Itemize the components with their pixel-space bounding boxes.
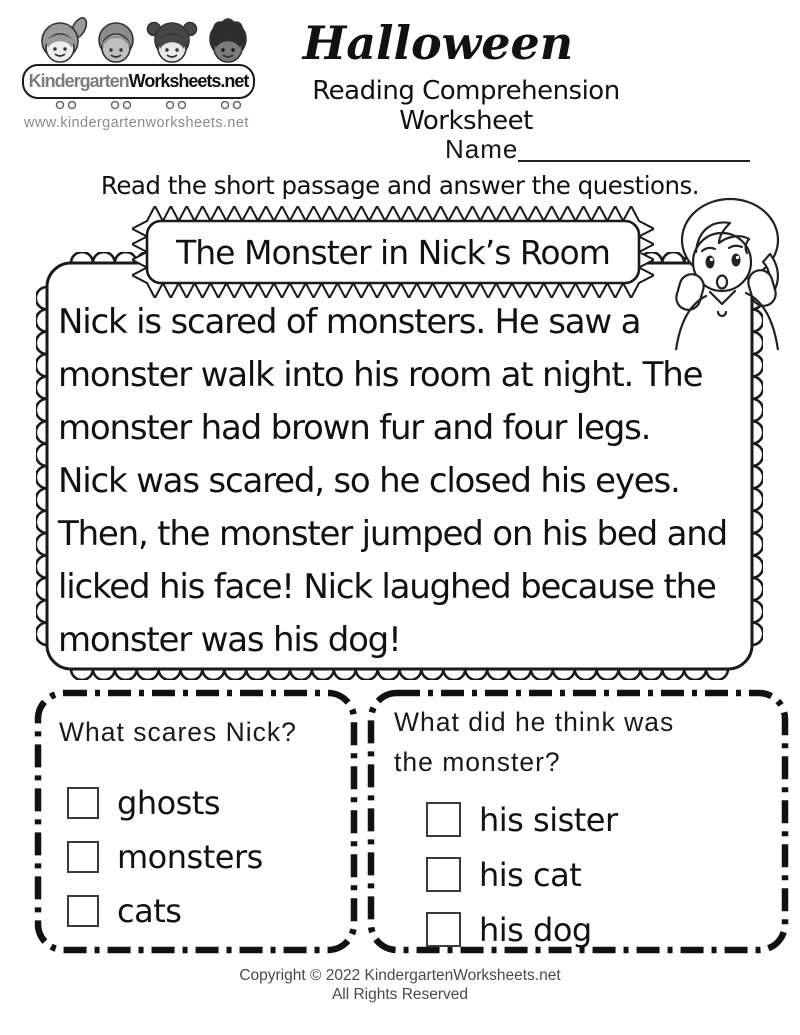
passage-line: monster had brown fur and four legs. <box>58 408 651 448</box>
question-box-1 <box>33 688 359 955</box>
logo-brand-second: Worksheets.net <box>128 71 249 91</box>
question-1-options <box>67 776 263 938</box>
passage-title: The Monster in Nick’s Room <box>176 232 610 272</box>
website-url: www.kindergartenworksheets.net <box>24 115 249 131</box>
kids-heads-icon <box>32 12 248 68</box>
checkbox[interactable] <box>67 841 99 873</box>
passage-line: Nick is scared of monsters. He saw a <box>58 302 641 342</box>
option-row <box>67 830 263 884</box>
question-1-prompt: What scares Nick? <box>59 717 297 747</box>
passage-line: Then, the monster jumped on his bed and <box>58 514 727 554</box>
option-row <box>426 847 618 902</box>
passage-line: monster walk into his room at night. The <box>58 355 703 395</box>
checkbox[interactable] <box>426 857 461 892</box>
option-label: his cat <box>479 855 582 894</box>
page-subtitle: Reading Comprehension Worksheet <box>312 76 620 136</box>
option-label: cats <box>117 892 182 930</box>
kids-feet-icon <box>22 101 256 113</box>
rights-text: All Rights Reserved <box>331 986 469 1003</box>
option-label: his sister <box>479 800 618 839</box>
instructions-text: Read the short passage and answer the questions. <box>100 171 700 200</box>
passage-title-banner <box>132 206 654 298</box>
checkbox[interactable] <box>426 802 461 837</box>
option-row <box>426 902 618 957</box>
copyright-text: Copyright © 2022 KindergartenWorksheets.net <box>239 967 561 984</box>
checkbox[interactable] <box>67 895 99 927</box>
name-input-line[interactable] <box>518 136 750 162</box>
scared-girl-icon <box>652 192 800 350</box>
passage-text <box>58 296 755 667</box>
checkbox[interactable] <box>67 787 99 819</box>
question-2-prompt: What did he think was the monster? <box>394 707 675 777</box>
logo-brand-first: Kindergarten <box>28 71 129 91</box>
name-label: Name <box>445 134 519 164</box>
option-label: monsters <box>117 838 263 876</box>
checkbox[interactable] <box>426 912 461 947</box>
option-row <box>67 776 263 830</box>
option-label: ghosts <box>117 784 221 822</box>
passage-line: monster was his dog! <box>58 620 401 660</box>
passage-line: Nick was scared, so he closed his eyes. <box>58 461 680 501</box>
option-label: his dog <box>479 910 592 949</box>
logo-wordmark <box>22 64 255 99</box>
option-row <box>67 884 263 938</box>
option-row <box>426 792 618 847</box>
question-2-options <box>426 792 618 957</box>
page-title: Halloween <box>302 16 574 70</box>
name-row <box>445 134 750 165</box>
footer <box>0 966 800 1004</box>
passage-line: licked his face! Nick laughed because the <box>58 567 716 607</box>
question-box-2 <box>366 688 790 955</box>
